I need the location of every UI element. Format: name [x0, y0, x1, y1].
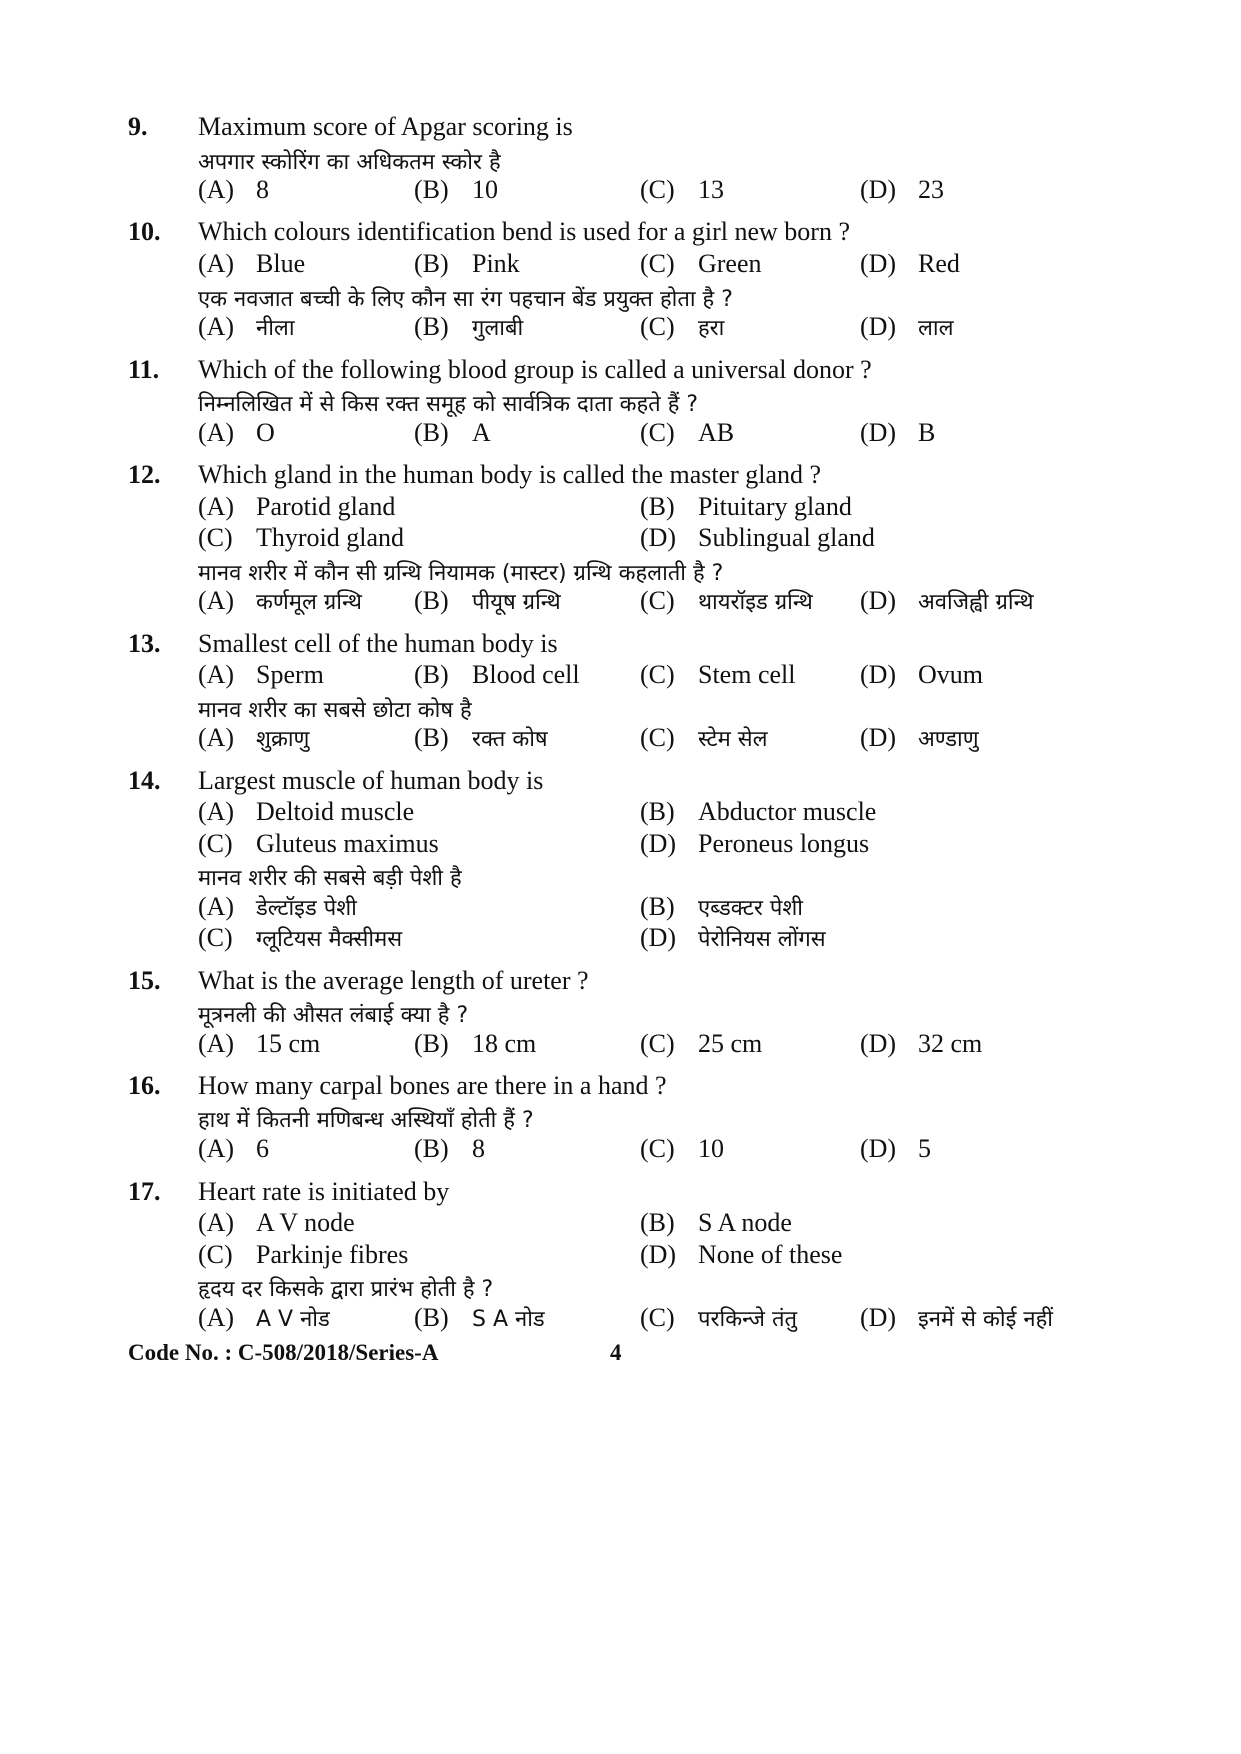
question-text-en: Smallest cell of the human body is — [198, 629, 558, 658]
option-c-en: (C) Stem cell — [640, 660, 796, 689]
option-a-en: (A) Sperm — [198, 660, 324, 689]
option-a-hi: (A) शुक्राणु — [198, 723, 310, 752]
option-c: (C) AB — [640, 418, 735, 447]
option-d-en: (D) Ovum — [860, 660, 983, 689]
option-a-hi: (A) कर्णमूल ग्रन्थि — [198, 586, 362, 615]
option-c-en: (C) Gluteus maximus — [198, 829, 439, 858]
option-b-hi: (B) गुलाबी — [414, 312, 524, 341]
option-a: (A) O — [198, 418, 275, 447]
question-text-en: What is the average length of ureter ? — [198, 966, 589, 995]
option-b: (B) 10 — [414, 175, 498, 204]
question-number: 9. — [128, 112, 148, 141]
question-number: 10. — [128, 217, 161, 246]
option-a: (A) 8 — [198, 175, 269, 204]
question-text-en: Which of the following blood group is called a universal donor ? — [198, 355, 872, 384]
question-text-hi: मानव शरीर में कौन सी ग्रन्थि नियामक (मास्टर) ग्रन्थि कहलाती है ? — [198, 561, 724, 586]
option-c-hi: (C) ग्लूटियस मैक्सीमस — [198, 923, 403, 952]
option-a-hi: (A) नीला — [198, 312, 295, 341]
option-d: (D) B — [860, 418, 936, 447]
question-number: 17. — [128, 1177, 161, 1206]
footer-code: Code No. : C-508/2018/Series-A — [128, 1340, 439, 1365]
option-a: (A) 6 — [198, 1134, 269, 1163]
option-a-en: (A) Parotid gland — [198, 492, 396, 521]
option-c: (C) 10 — [640, 1134, 724, 1163]
option-a-hi: (A) A V नोड — [198, 1303, 330, 1332]
option-d-hi: (D) इनमें से कोई नहीं — [860, 1303, 1054, 1332]
option-d: (D) 32 cm — [860, 1029, 983, 1058]
option-d: (D) 23 — [860, 175, 944, 204]
question-number: 15. — [128, 966, 161, 995]
question-text-hi: निम्नलिखित में से किस रक्त समूह को सार्वत्रिक दाता कहते हैं ? — [198, 392, 699, 417]
option-d-hi: (D) लाल — [860, 312, 954, 341]
question-text-hi: मूत्रनली की औसत लंबाई क्या है ? — [198, 1003, 469, 1028]
option-b: (B) 18 cm — [414, 1029, 537, 1058]
question-number: 12. — [128, 460, 161, 489]
question-text-en: Heart rate is initiated by — [198, 1177, 450, 1206]
option-a-en: (A) A V node — [198, 1208, 355, 1237]
option-b-hi: (B) पीयूष ग्रन्थि — [414, 586, 561, 615]
option-c-en: (C) Thyroid gland — [198, 523, 405, 552]
option-a-en: (A) Blue — [198, 249, 306, 278]
option-c-hi: (C) परकिन्जे तंतु — [640, 1303, 798, 1332]
option-b-en: (B) Pink — [414, 249, 520, 278]
option-c-hi: (C) स्टेम सेल — [640, 723, 768, 752]
question-text-hi: अपगार स्कोरिंग का अधिकतम स्कोर है — [198, 150, 501, 175]
option-c-en: (C) Parkinje fibres — [198, 1240, 409, 1269]
page-number: 4 — [610, 1340, 622, 1365]
option-a-hi: (A) डेल्टॉइड पेशी — [198, 892, 357, 921]
option-d: (D) 5 — [860, 1134, 931, 1163]
question-text-en: Which gland in the human body is called the master gland ? — [198, 460, 822, 489]
option-d-en: (D) Sublingual gland — [640, 523, 875, 552]
question-text-hi: एक नवजात बच्ची के लिए कौन सा रंग पहचान बेंड प्रयुक्त होता है ? — [198, 287, 733, 312]
option-b-hi: (B) रक्त कोष — [414, 723, 548, 752]
question-text-en: How many carpal bones are there in a hand ? — [198, 1071, 667, 1100]
option-c: (C) 13 — [640, 175, 724, 204]
option-c-en: (C) Green — [640, 249, 762, 278]
option-b-en: (B) Blood cell — [414, 660, 580, 689]
option-a: (A) 15 cm — [198, 1029, 321, 1058]
option-d-hi: (D) पेरोनियस लोंगस — [640, 923, 826, 952]
option-a-en: (A) Deltoid muscle — [198, 797, 415, 826]
option-d-en: (D) None of these — [640, 1240, 843, 1269]
question-number: 14. — [128, 766, 161, 795]
option-b-en: (B) S A node — [640, 1208, 792, 1237]
option-b-en: (B) Abductor muscle — [640, 797, 877, 826]
option-b: (B) A — [414, 418, 491, 447]
question-text-hi: हृदय दर किसके द्वारा प्रारंभ होती है ? — [198, 1277, 494, 1302]
option-d-en: (D) Red — [860, 249, 960, 278]
question-text-hi: मानव शरीर का सबसे छोटा कोष है — [198, 698, 472, 723]
option-b-en: (B) Pituitary gland — [640, 492, 852, 521]
option-d-en: (D) Peroneus longus — [640, 829, 870, 858]
question-text-hi: मानव शरीर की सबसे बड़ी पेशी है — [198, 866, 462, 891]
option-c-hi: (C) थायरॉइड ग्रन्थि — [640, 586, 813, 615]
option-d-hi: (D) अवजिह्वी ग्रन्थि — [860, 586, 1034, 615]
option-b-hi: (B) एब्डक्टर पेशी — [640, 892, 803, 921]
option-c-hi: (C) हरा — [640, 312, 725, 341]
question-text-hi: हाथ में कितनी मणिबन्ध अस्थियाँ होती हैं ? — [198, 1108, 534, 1133]
option-b-hi: (B) S A नोड — [414, 1303, 545, 1332]
question-text-en: Largest muscle of human body is — [198, 766, 544, 795]
question-text-en: Which colours identification bend is used for a girl new born ? — [198, 217, 850, 246]
option-d-hi: (D) अण्डाणु — [860, 723, 979, 752]
question-number: 13. — [128, 629, 161, 658]
question-text-en: Maximum score of Apgar scoring is — [198, 112, 573, 141]
option-c: (C) 25 cm — [640, 1029, 763, 1058]
question-number: 11. — [128, 355, 160, 384]
option-b: (B) 8 — [414, 1134, 485, 1163]
question-number: 16. — [128, 1071, 161, 1100]
